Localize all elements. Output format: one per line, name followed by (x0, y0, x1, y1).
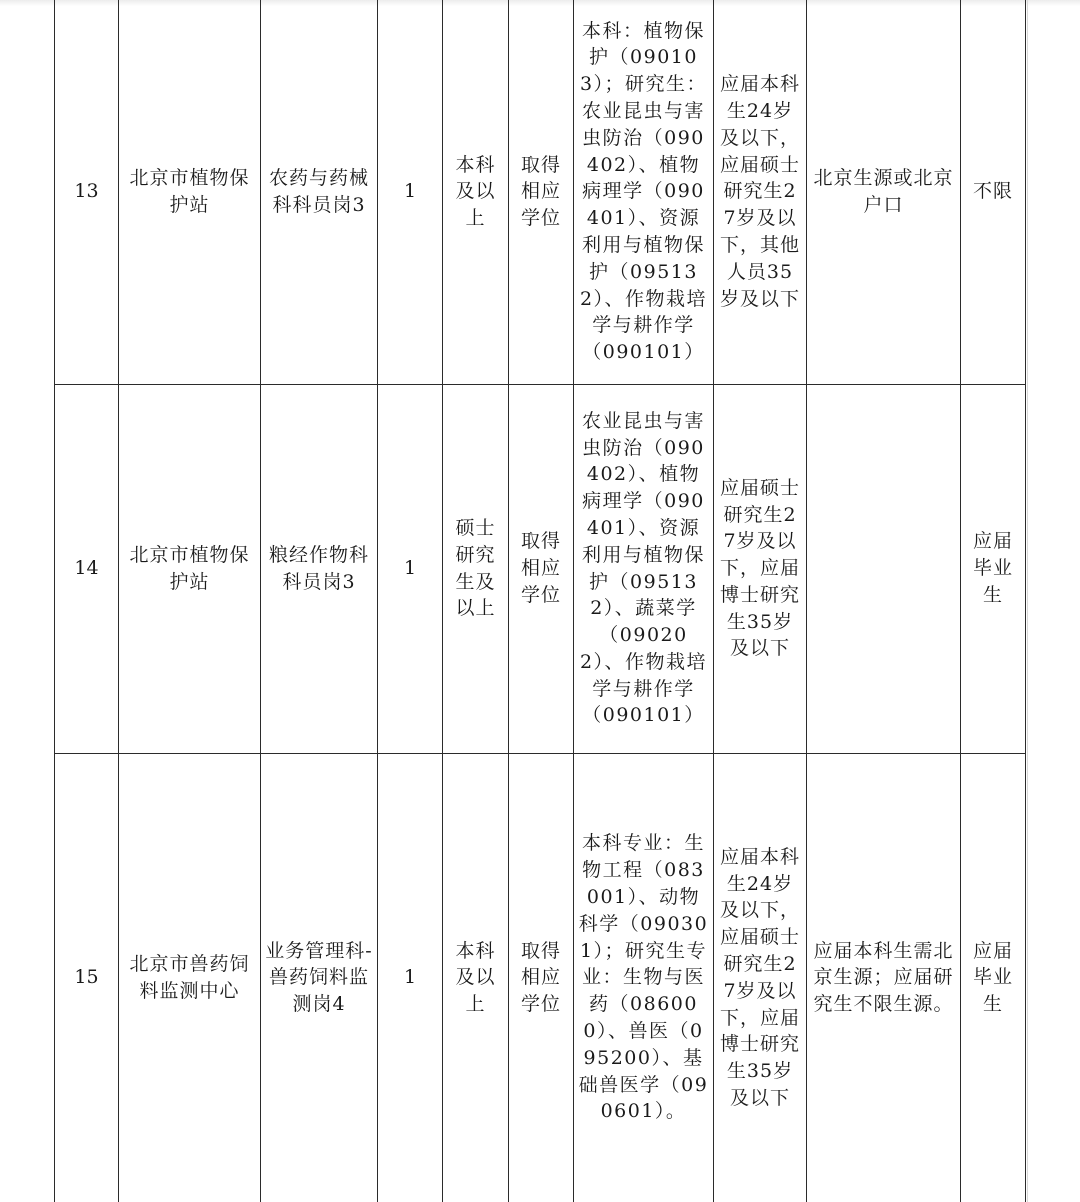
seq-number: 14 (55, 384, 119, 753)
employer-unit: 北京市兽药饲料监测中心 (119, 753, 261, 1202)
degree-requirement: 取得相应学位 (509, 0, 574, 384)
employer-unit: 北京市植物保护站 (119, 0, 261, 384)
page-right-edge (1027, 0, 1028, 1202)
education-requirement: 本科及以上 (443, 0, 509, 384)
position-name: 业务管理科-兽药饲料监测岗4 (261, 753, 378, 1202)
age-requirement: 应届本科生24岁及以下，应届硕士研究生27岁及以下，其他人员35岁及以下 (714, 0, 807, 384)
degree-requirement: 取得相应学位 (509, 753, 574, 1202)
source-requirement: 应届本科生需北京生源；应届研究生不限生源。 (807, 753, 961, 1202)
source-requirement (807, 384, 961, 753)
education-requirement: 本科及以上 (443, 753, 509, 1202)
seq-number: 13 (55, 0, 119, 384)
other-requirement: 应届毕业生 (961, 384, 1026, 753)
age-requirement: 应届硕士研究生27岁及以下，应届博士研究生35岁及以下 (714, 384, 807, 753)
table-row (55, 0, 1026, 384)
recruitment-table (54, 0, 1026, 1202)
age-requirement: 应届本科生24岁及以下，应届硕士研究生27岁及以下，应届博士研究生35岁及以下 (714, 753, 807, 1202)
degree-requirement: 取得相应学位 (509, 384, 574, 753)
other-requirement: 不限 (961, 0, 1026, 384)
seq-number: 15 (55, 753, 119, 1202)
hiring-count: 1 (378, 753, 443, 1202)
hiring-count: 1 (378, 0, 443, 384)
education-requirement: 硕士研究生及以上 (443, 384, 509, 753)
other-requirement: 应届毕业生 (961, 753, 1026, 1202)
source-requirement: 北京生源或北京户口 (807, 0, 961, 384)
major-requirement: 农业昆虫与害虫防治（090402）、植物病理学（090401）、资源利用与植物保护（095132）、蔬菜学（090202）、作物栽培学与耕作学（090101） (574, 384, 714, 753)
table-row (55, 384, 1026, 753)
major-requirement: 本科：植物保护（090103）；研究生：农业昆虫与害虫防治（090402）、植物病理学（090401）、资源利用与植物保护（095132）、作物栽培学与耕作学（090101） (574, 0, 714, 384)
employer-unit: 北京市植物保护站 (119, 384, 261, 753)
position-name: 粮经作物科科员岗3 (261, 384, 378, 753)
major-requirement: 本科专业：生物工程（083001）、动物科学（090301）；研究生专业：生物与医药（086000）、兽医（095200）、基础兽医学（090601）。 (574, 753, 714, 1202)
hiring-count: 1 (378, 384, 443, 753)
position-name: 农药与药械科科员岗3 (261, 0, 378, 384)
table-row (55, 753, 1026, 1202)
